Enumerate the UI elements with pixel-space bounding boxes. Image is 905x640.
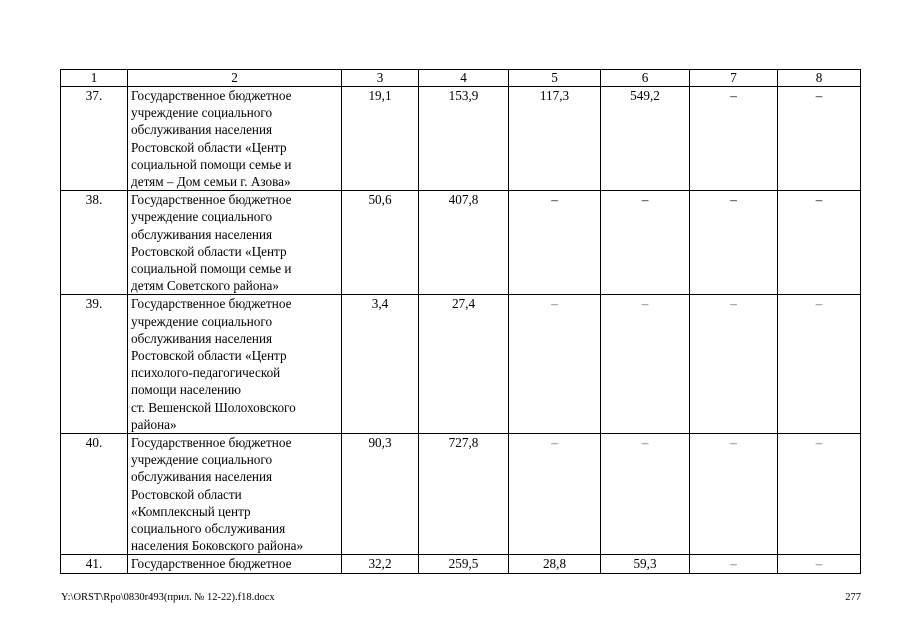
institution-name: [128, 191, 342, 295]
col7-value: –: [690, 191, 778, 295]
header-cell: 4: [419, 70, 509, 87]
row-number: 38.: [61, 191, 128, 295]
col3-value: 32,2: [342, 555, 419, 573]
name-line: детям – Дом семьи г. Азова»: [131, 174, 291, 190]
name-line: Ростовской области «Центр: [131, 243, 287, 259]
name-line: обслуживания населения: [131, 469, 273, 485]
header-cell: 2: [128, 70, 342, 87]
institution-name: [128, 295, 342, 434]
name-line: социального обслуживания: [131, 521, 286, 537]
col4-value: 153,9: [419, 87, 509, 191]
data-table: [60, 69, 861, 574]
col6-value: –: [601, 434, 690, 555]
name-line: учреждение социального: [131, 209, 273, 225]
table-row: [61, 191, 861, 295]
col6-value: 549,2: [601, 87, 690, 191]
table-row: [61, 87, 861, 191]
name-line: обслуживания населения: [131, 122, 273, 138]
col3-value: 90,3: [342, 434, 419, 555]
col6-value: –: [601, 191, 690, 295]
name-line: Государственное бюджетное: [131, 88, 292, 103]
col4-value: 259,5: [419, 555, 509, 573]
name-line: Ростовской области «Центр: [131, 139, 287, 155]
col7-value: –: [690, 295, 778, 434]
header-cell: 6: [601, 70, 690, 87]
col5-value: 28,8: [509, 555, 601, 573]
header-cell: 5: [509, 70, 601, 87]
institution-name: [128, 555, 342, 573]
col5-value: –: [509, 434, 601, 555]
col5-value: –: [509, 295, 601, 434]
row-number: 39.: [61, 295, 128, 434]
name-line: Ростовской области: [131, 486, 242, 502]
name-line: социальной помощи семье и: [131, 156, 292, 172]
name-line: учреждение социального: [131, 452, 273, 468]
col3-value: 50,6: [342, 191, 419, 295]
institution-name: [128, 87, 342, 191]
name-line: района»: [131, 416, 177, 432]
col4-value: 407,8: [419, 191, 509, 295]
col4-value: 27,4: [419, 295, 509, 434]
table-row: [61, 295, 861, 434]
col3-value: 19,1: [342, 87, 419, 191]
col8-value: –: [778, 191, 861, 295]
table-row: [61, 434, 861, 555]
header-cell: 1: [61, 70, 128, 87]
header-cell: 7: [690, 70, 778, 87]
header-row: [61, 70, 861, 87]
name-line: учреждение социального: [131, 313, 273, 329]
col6-value: 59,3: [601, 555, 690, 573]
file-path: Y:\ORST\Rpo\0830r493(прил. № 12-22).f18.docx: [61, 592, 275, 603]
header-cell: 8: [778, 70, 861, 87]
row-number: 41.: [61, 555, 128, 573]
table-row: [61, 555, 861, 573]
name-line: социальной помощи семье и: [131, 261, 292, 277]
name-line: учреждение социального: [131, 105, 273, 121]
name-line: Государственное бюджетное: [131, 192, 292, 208]
col7-value: –: [690, 434, 778, 555]
name-line: помощи населению: [131, 382, 242, 398]
institution-name: [128, 434, 342, 555]
col3-value: 3,4: [342, 295, 419, 434]
name-line: Ростовской области «Центр: [131, 348, 287, 364]
row-number: 40.: [61, 434, 128, 555]
name-line: психолого-педагогической: [131, 365, 281, 381]
col8-value: –: [778, 295, 861, 434]
col7-value: –: [690, 87, 778, 191]
col6-value: –: [601, 295, 690, 434]
page-number: 277: [845, 592, 861, 603]
col7-value: –: [690, 555, 778, 573]
col8-value: –: [778, 555, 861, 573]
name-line: обслуживания населения: [131, 330, 273, 346]
name-line: ст. Вешенской Шолоховского: [131, 399, 296, 415]
col8-value: –: [778, 87, 861, 191]
name-line: детям Советского района»: [131, 278, 279, 294]
header-cell: 3: [342, 70, 419, 87]
col5-value: –: [509, 191, 601, 295]
name-line: Государственное бюджетное: [131, 556, 292, 572]
name-line: обслуживания населения: [131, 226, 273, 242]
name-line: Государственное бюджетное: [131, 296, 292, 312]
col4-value: 727,8: [419, 434, 509, 555]
row-number: 37.: [61, 87, 128, 191]
name-line: «Комплексный центр: [131, 503, 251, 519]
col5-value: 117,3: [509, 87, 601, 191]
col8-value: –: [778, 434, 861, 555]
name-line: Государственное бюджетное: [131, 435, 292, 451]
name-line: населения Боковского района»: [131, 538, 304, 554]
